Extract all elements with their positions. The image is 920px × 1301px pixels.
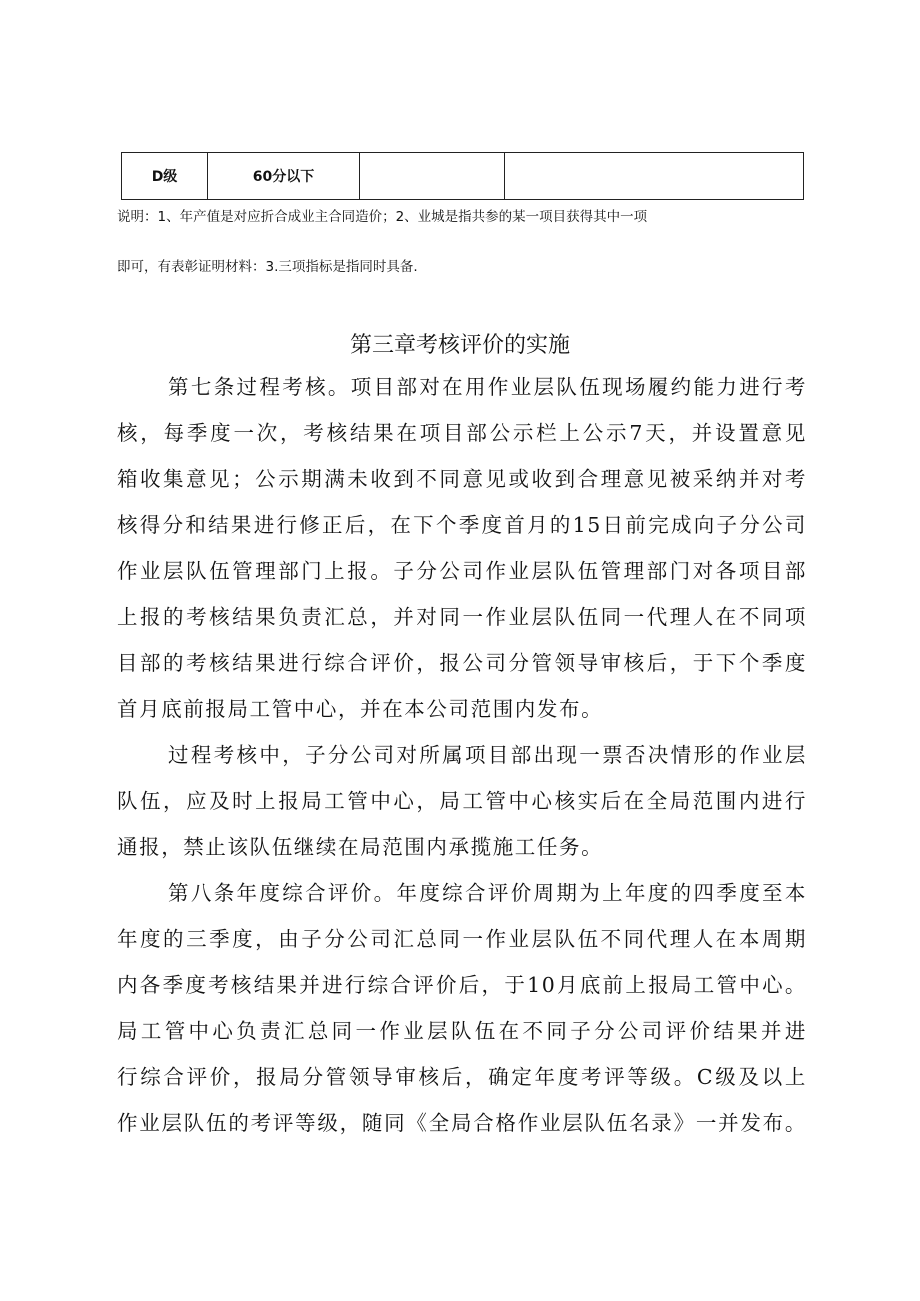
paragraph-line: 上报的考核结果负责汇总，并对同一作业层队伍同一代理人在不同项 (117, 605, 807, 629)
grade-table (121, 152, 804, 200)
table-row (122, 153, 804, 200)
criteria-cell: 60分以下 (208, 153, 360, 200)
paragraph-line: 队伍，应及时上报局工管中心，局工管中心核实后在全局范围内进行 (117, 789, 807, 813)
paragraph-line: 通报，禁止该队伍继续在局范围内承揽施工任务。 (117, 835, 604, 859)
paragraph-line: 核得分和结果进行修正后，在下个季度首月的15日前完成向子分公司 (117, 513, 807, 537)
paragraph-line: 首月底前报局工管中心，并在本公司范围内发布。 (117, 697, 604, 721)
paragraph-line: 作业层队伍的考评等级，随同《全局合格作业层队伍名录》一并发布。 (117, 1111, 807, 1135)
paragraph-line: 局工管中心负责汇总同一作业层队伍在不同子分公司评价结果并进 (117, 1019, 807, 1043)
paragraph-line: 年度的三季度，由子分公司汇总同一作业层队伍不同代理人在本周期 (117, 927, 807, 951)
chapter-title: 第三章考核评价的实施 (349, 333, 570, 358)
paragraph-line: 第七条过程考核。项目部对在用作业层队伍现场履约能力进行考 (168, 375, 807, 399)
paragraph-line: 过程考核中，子分公司对所属项目部出现一票否决情形的作业层 (168, 743, 807, 767)
paragraph-line: 行综合评价，报局分管领导审核后，确定年度考评等级。C级及以上 (117, 1065, 807, 1089)
note-line-2: 即可，有表彰证明材料：3.三项指标是指同时具备. (117, 259, 418, 275)
note-line-1: 说明：1、年产值是对应折合成业主合同造价；2、业城是指共参的某一项目获得其中一项 (117, 209, 648, 225)
grade-cell: D级 (122, 153, 208, 200)
empty-cell (360, 153, 505, 200)
empty-cell (505, 153, 804, 200)
paragraph-line: 核，每季度一次，考核结果在项目部公示栏上公示7天，并设置意见 (117, 421, 807, 445)
paragraph-line: 第八条年度综合评价。年度综合评价周期为上年度的四季度至本 (168, 881, 807, 905)
paragraph-line: 作业层队伍管理部门上报。子分公司作业层队伍管理部门对各项目部 (117, 559, 807, 583)
paragraph-line: 箱收集意见；公示期满未收到不同意见或收到合理意见被采纳并对考 (117, 467, 807, 491)
paragraph-line: 内各季度考核结果并进行综合评价后，于10月底前上报局工管中心。 (117, 973, 807, 997)
paragraph-line: 目部的考核结果进行综合评价，报公司分管领导审核后，于下个季度 (117, 651, 807, 675)
